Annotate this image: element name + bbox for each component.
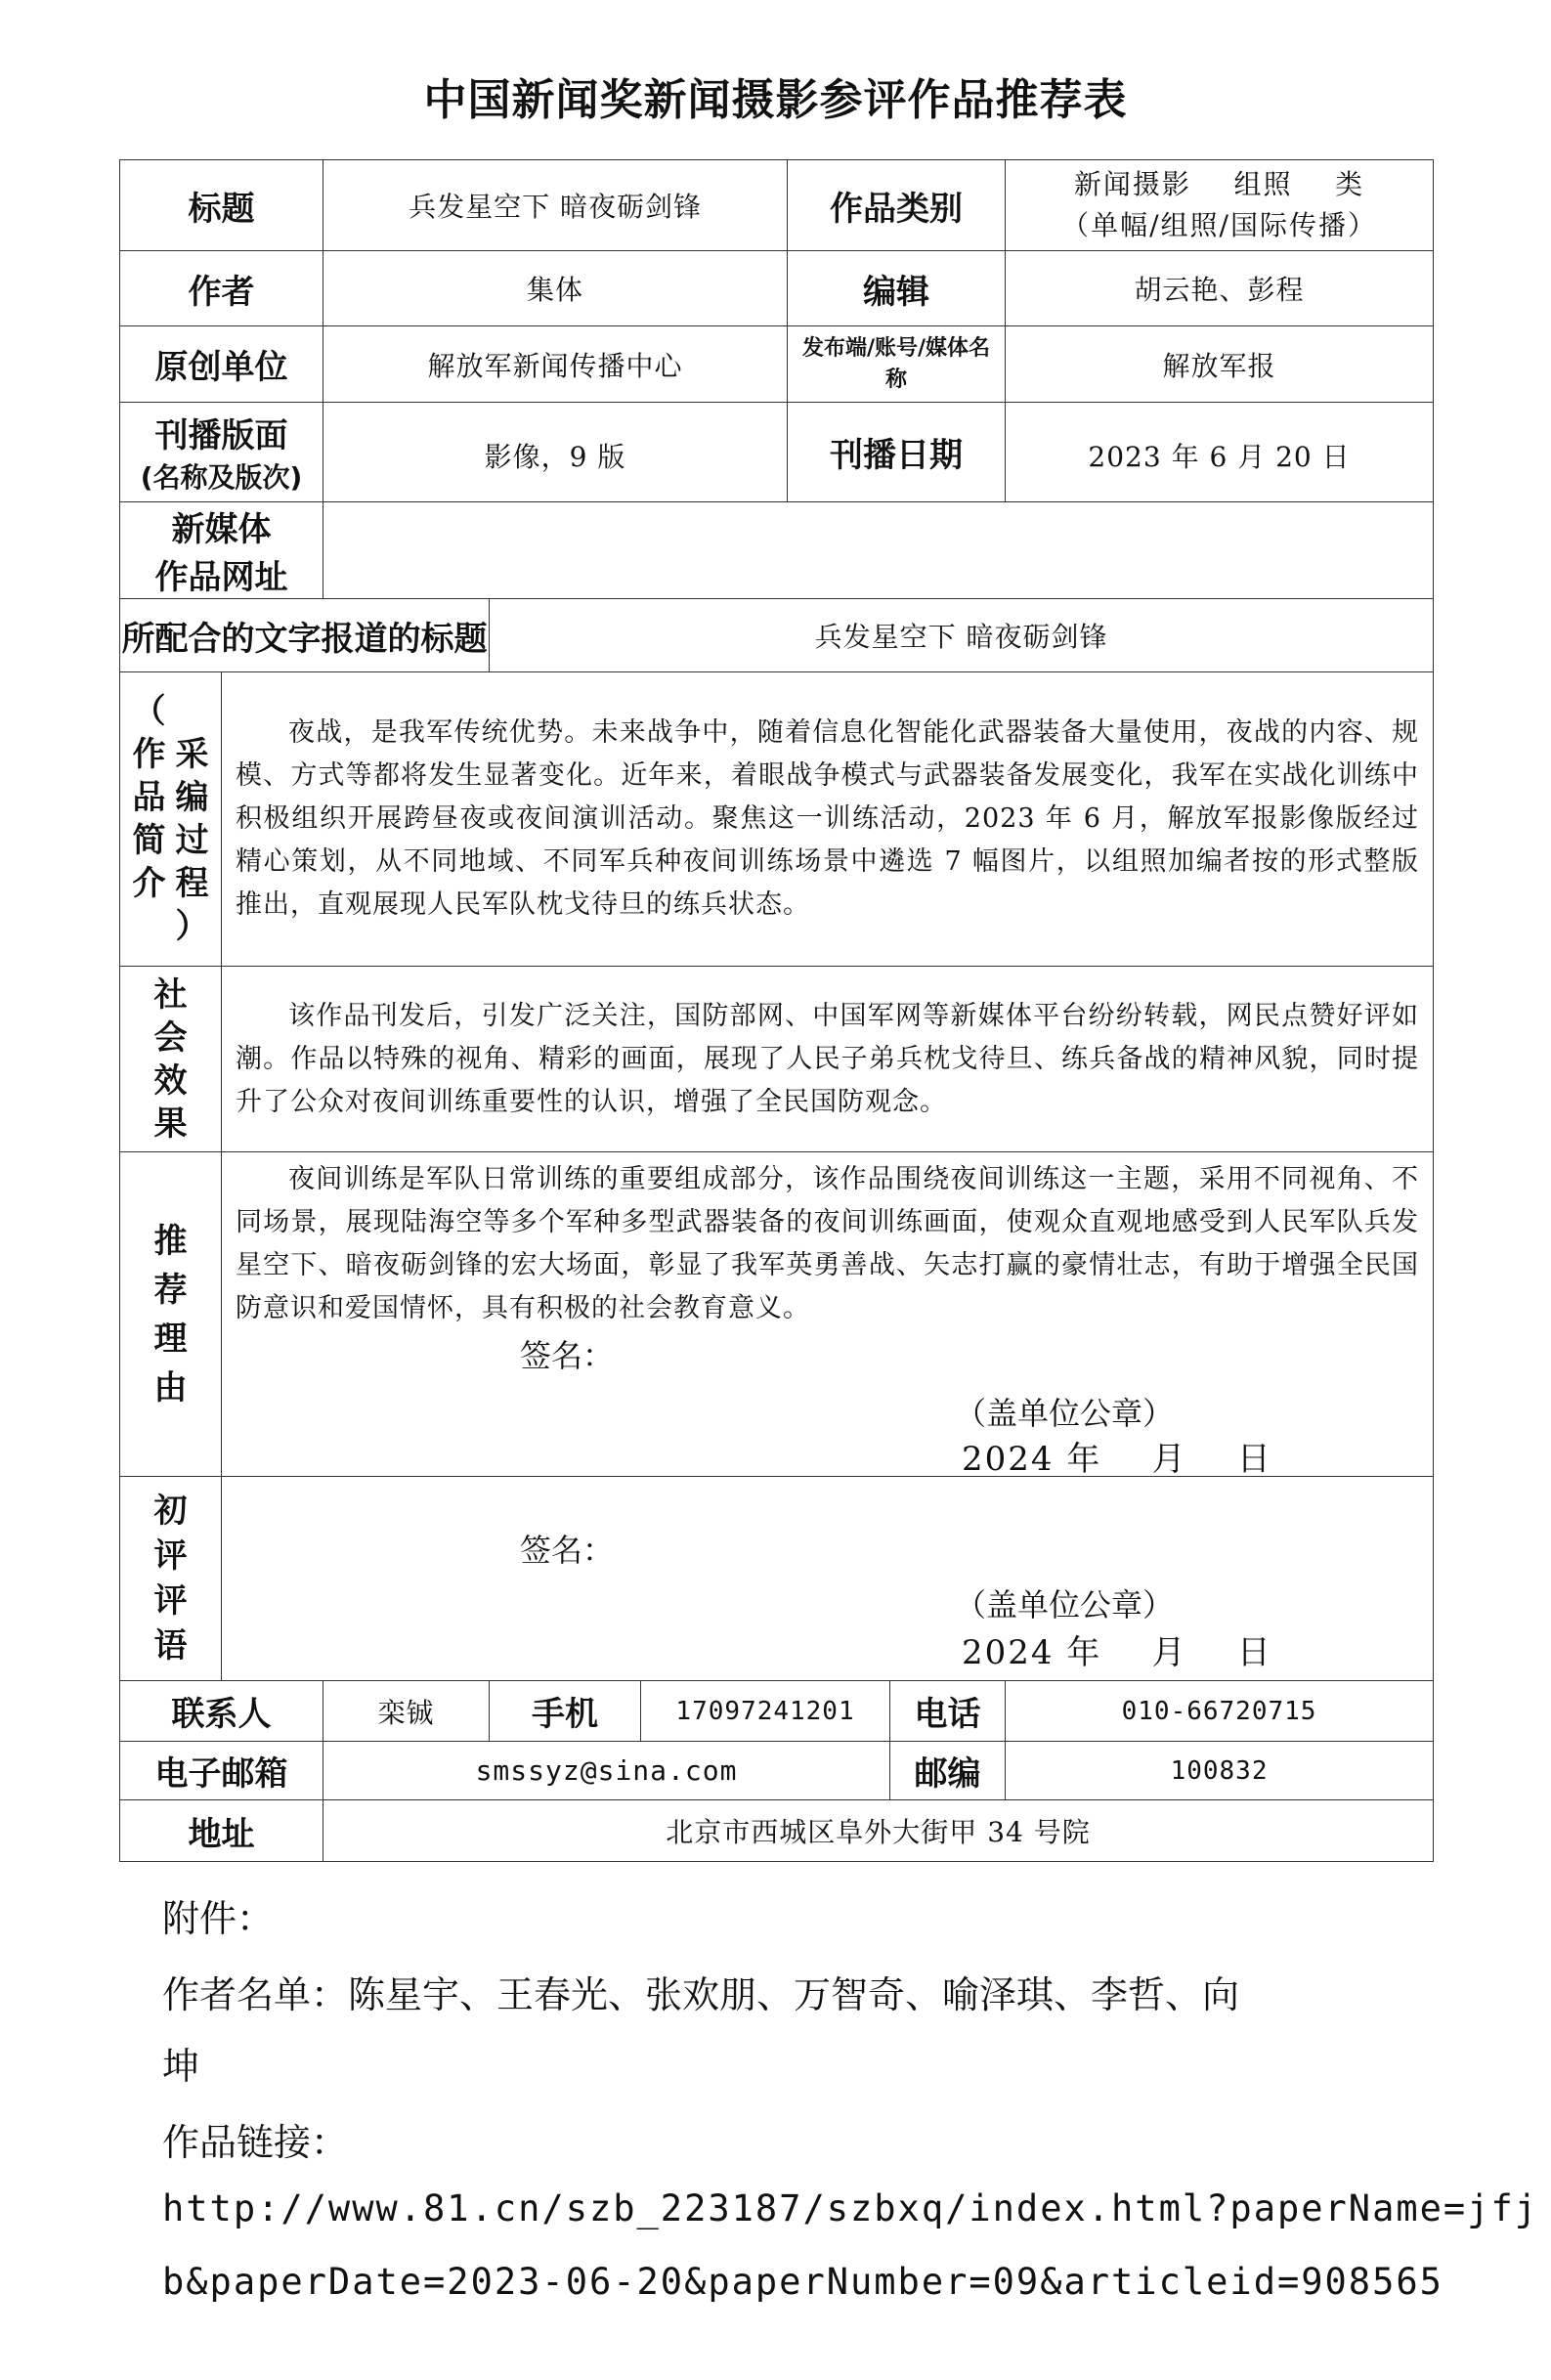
link-url-line-2[interactable]: b&paperDate=2023-06-20&paperNumber=09&articleid=908565	[162, 2261, 1443, 2303]
label-related-title: 所配合的文字报道的标题	[120, 599, 490, 672]
authors-line-2: 坤	[162, 2045, 200, 2088]
label-intro-char: （	[132, 692, 166, 731]
label-org: 原创单位	[120, 326, 323, 403]
label-intro-cell	[120, 672, 222, 967]
row-review	[120, 1477, 1434, 1681]
value-editor: 胡云艳、彭程	[1006, 251, 1434, 326]
label-contact: 联系人	[120, 1681, 323, 1742]
label-intro-char: 程	[175, 864, 209, 903]
label-email: 电子邮箱	[120, 1742, 323, 1800]
label-platform: 发布端/账号/媒体名称	[788, 326, 1006, 403]
label-reason-char: 推	[153, 1221, 188, 1261]
reason-seal: （盖单位公章）	[955, 1395, 1175, 1432]
value-effect-cell	[222, 967, 1434, 1152]
label-intro-col-2	[171, 690, 214, 948]
label-author: 作者	[120, 251, 323, 326]
row-newmedia	[120, 502, 1434, 599]
value-email: smssyz@sina.com	[323, 1742, 890, 1800]
row-contact	[120, 1681, 1434, 1742]
authors-names: 陈星宇、王春光、张欢朋、万智奇、喻泽琪、李哲、向	[348, 1973, 1240, 2016]
value-title: 兵发星空下 暗夜砺剑锋	[323, 160, 788, 251]
value-address: 北京市西城区阜外大街甲 34 号院	[323, 1800, 1434, 1862]
label-intro-char: ）	[175, 907, 209, 946]
reason-area	[222, 1152, 1433, 1479]
label-reason-char: 由	[153, 1367, 188, 1407]
label-review-char: 评	[153, 1581, 188, 1621]
label-page-sub: (名称及版次)	[140, 461, 303, 494]
label-intro-col-1	[128, 690, 171, 948]
row-author	[120, 251, 1434, 326]
label-effect-cell	[120, 967, 222, 1152]
label-editor: 编辑	[788, 251, 1006, 326]
label-title: 标题	[120, 160, 323, 251]
reason-sign-label: 签名：	[520, 1337, 615, 1374]
value-intro-cell	[222, 672, 1434, 967]
page-title: 中国新闻奖新闻摄影参评作品推荐表	[423, 75, 1128, 125]
value-effect: 该作品刊发后，引发广泛关注，国防部网、中国军网等新媒体平台纷纷转载，网民点赞好评如潮。作品以特殊的视角、精彩的画面，展现了人民子弟兵枕戈待旦、练兵备战的精神风貌，同时提升了公众对夜间训练重要性的认识，增强了全民国防观念。	[236, 1000, 1420, 1117]
label-intro-char: 介	[132, 864, 166, 903]
review-date: 2024 年 月 日	[962, 1633, 1272, 1672]
label-postcode: 邮编	[890, 1742, 1006, 1800]
label-reason-char: 荐	[153, 1270, 188, 1310]
label-intro-char: 品	[132, 778, 166, 817]
category-line-2: （单幅/组照/国际传播）	[1061, 209, 1377, 241]
value-intro: 夜战，是我军传统优势。未来战争中，随着信息化智能化武器装备大量使用，夜战的内容、规模、方式等都将发生显著变化。近年来，着眼战争模式与武器装备发展变化，我军在实战化训练中积极组织开展跨昼夜或夜间演训活动。聚焦这一训练活动，2023 年 6 月，解放军报影像版经过精心策划，从不同地域、不同军兵种夜间训练场景中遴选 7 幅图片，以组照加编者按的形式整版推出，直观展现人民军队枕戈待旦的练兵状态。	[236, 717, 1420, 920]
label-review-char: 语	[153, 1626, 188, 1666]
label-newmedia-1: 新媒体	[171, 510, 272, 549]
label-date: 刊播日期	[788, 403, 1006, 502]
value-platform: 解放军报	[1006, 326, 1434, 403]
reason-date: 2024 年 月 日	[962, 1440, 1272, 1479]
value-related-title: 兵发星空下 暗夜砺剑锋	[490, 599, 1434, 672]
review-seal: （盖单位公章）	[955, 1586, 1175, 1623]
label-intro-char: 简	[132, 821, 166, 860]
value-author: 集体	[323, 251, 788, 326]
label-intro-char: 过	[175, 821, 209, 860]
value-contact: 栾铖	[323, 1681, 490, 1742]
label-phone: 电话	[890, 1681, 1006, 1742]
value-category	[1006, 160, 1434, 251]
review-sign-label: 签名：	[520, 1532, 615, 1569]
label-intro-char: 采	[175, 735, 209, 774]
attachment-label: 附件：	[162, 1897, 275, 1940]
value-review-cell	[222, 1477, 1434, 1681]
value-mobile: 17097241201	[641, 1681, 890, 1742]
label-effect	[120, 974, 221, 1146]
row-intro	[120, 672, 1434, 967]
label-newmedia-2: 作品网址	[154, 558, 288, 597]
label-review-cell	[120, 1477, 222, 1681]
value-date: 2023 年 6 月 20 日	[1006, 403, 1434, 502]
authors-line-1	[162, 1965, 1239, 2018]
label-review	[120, 1489, 221, 1668]
label-intro-char: 作	[132, 735, 166, 774]
label-page-cell	[120, 403, 323, 502]
label-effect-char: 效	[153, 1060, 188, 1101]
row-org	[120, 326, 1434, 403]
label-newmedia-cell	[120, 502, 323, 599]
label-effect-char: 会	[153, 1017, 188, 1058]
row-address	[120, 1800, 1434, 1862]
value-phone: 010-66720715	[1006, 1681, 1434, 1742]
label-review-char: 初	[153, 1492, 188, 1531]
value-reason-cell	[222, 1152, 1434, 1477]
link-url-line-1[interactable]: http://www.81.cn/szb_223187/szbxq/index.html?paperName=jfj	[162, 2187, 1539, 2229]
label-address: 地址	[120, 1800, 323, 1862]
row-related-title	[120, 599, 1434, 672]
authors-label: 作者名单：	[162, 1973, 349, 2016]
link-label: 作品链接：	[162, 2121, 349, 2164]
row-title	[120, 160, 1434, 251]
row-effect	[120, 967, 1434, 1152]
label-reason	[120, 1217, 221, 1412]
value-postcode: 100832	[1006, 1742, 1434, 1800]
label-reason-cell	[120, 1152, 222, 1477]
row-email	[120, 1742, 1434, 1800]
review-area	[222, 1477, 1433, 1680]
value-page: 影像，9 版	[323, 403, 788, 502]
value-reason: 夜间训练是军队日常训练的重要组成部分，该作品围绕夜间训练这一主题，采用不同视角、不同场景，展现陆海空等多个军种多型武器装备的夜间训练画面，使观众直观地感受到人民军队兵发星空下、暗夜砺剑锋的宏大场面，彰显了我军英勇善战、矢志打赢的豪情壮志，有助于增强全民国防意识和爱国情怀，具有积极的社会教育意义。	[236, 1164, 1420, 1323]
label-review-char: 评	[153, 1536, 188, 1576]
label-reason-char: 理	[153, 1319, 188, 1359]
label-category: 作品类别	[788, 160, 1006, 251]
row-reason	[120, 1152, 1434, 1477]
value-org: 解放军新闻传播中心	[323, 326, 788, 403]
row-page	[120, 403, 1434, 502]
category-line-1: 新闻摄影 组照 类	[1073, 168, 1365, 200]
label-page: 刊播版面	[154, 416, 288, 455]
value-newmedia-url	[323, 502, 1434, 599]
label-mobile: 手机	[490, 1681, 641, 1742]
label-effect-char: 社	[153, 974, 188, 1015]
recommendation-form	[119, 159, 1434, 1862]
label-intro-char: 编	[175, 778, 209, 817]
label-effect-char: 果	[153, 1103, 188, 1144]
